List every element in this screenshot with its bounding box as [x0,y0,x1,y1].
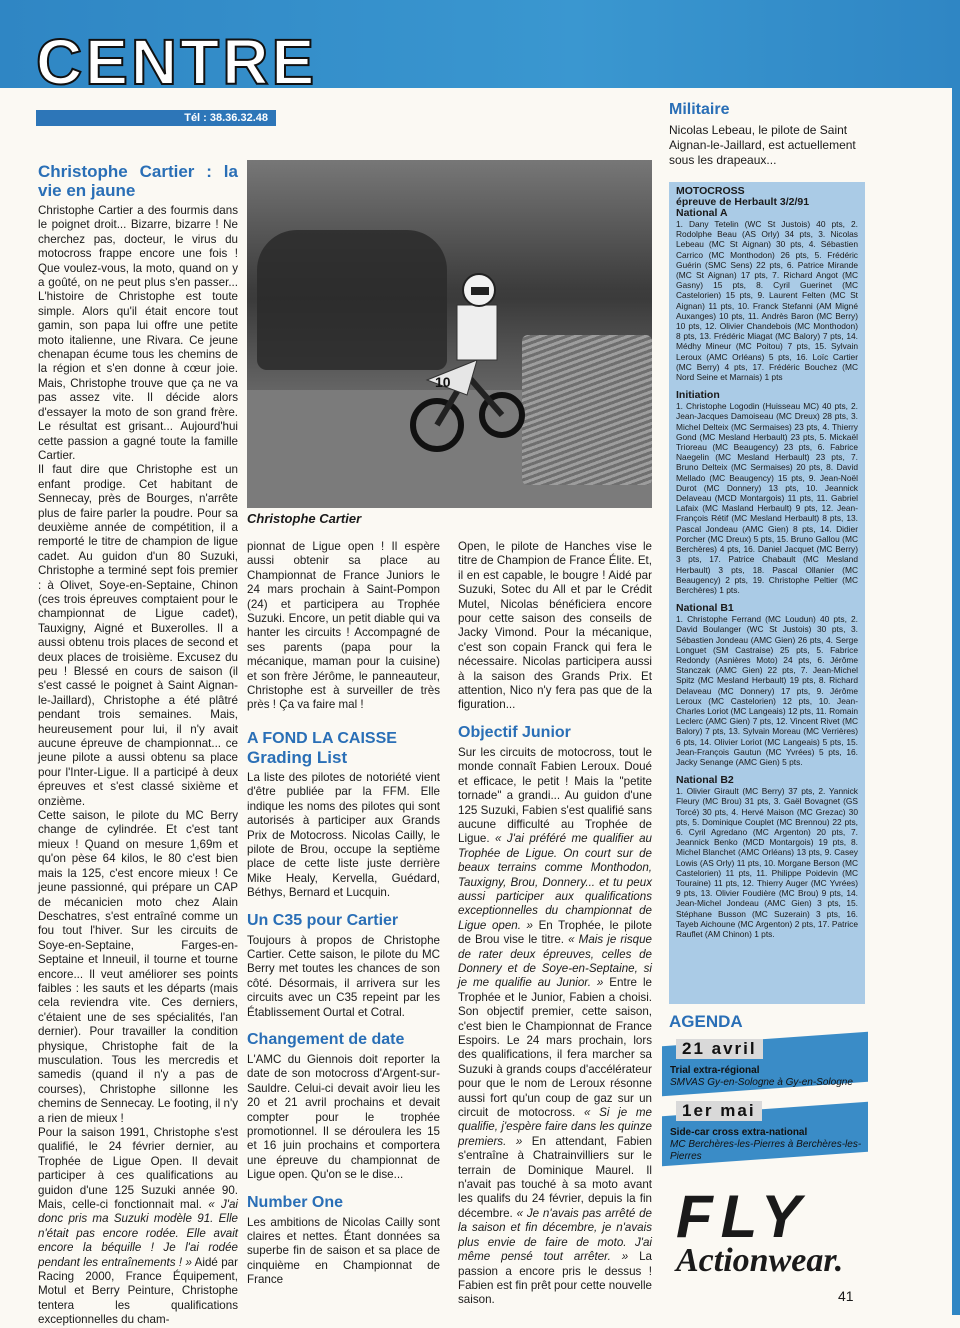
section-title-afond: A FOND LA CAISSE [247,729,397,747]
article-column-3 [458,540,652,1308]
section-title-junior: Objectif Junior [458,723,571,741]
article-paragraph: Cette saison, le pilote du MC Berry change de cylindrée. Et c'est tant mieux ! Quand on mesure 1,69m et qu'on pèse 64 kilos, le 80 c'est bien mais la 125, c'est encore mieux ! Ce jeune passionné, qui prépare un CAP de mécanicien moto chez Alain Deschatres, s'est entraîné comme un fou tout l'hiver. Sur les circuits de Soye-en-Septaine, Farges-en-Septaine et Inneuil, il tourne et tourne encore... Il veut améliorer ses points faibles : les sauts et les départs (mais cela reviendra vite. Ces derniers, c'étaient une de ses spécialités, l'an dernier). Pour travailler la condition physique, Christophe fait de la musculation. Tous les mercredis et samedis (quand il n'y a pas de courses), Christophe sillonne les chemins de Sennecay. Le footing, il n'y a rien de mieux ! [38,809,238,1125]
photo-caption: Christophe Cartier [247,511,362,526]
bike-number: 10 [435,374,451,390]
results-b2: 1. Olivier Girault (MC Berry) 37 pts, 2. Yannick Fleury (MC Brou) 31 pts, 3. Gaël Bovagnet (GS Torcé) 30 pts, 4. Hervé Maison (MC Grezac) 30 pts, 5. Dominique Couplet (MC Brennou) 22 pts, 6. Cyril Agredano (MC Argenton) 20 pts, 7. Jeannick Benko (MCD Montargois) 19 pts, 8. Michel Blanchet (AMC Orléans) 13 pts, 9. Casey Lowis (AS Orly) 11 pts, 10. Morgane Berson (MC Castelorien) 11 pts, 11. Philippe Poidevin (MC Touraine) 11 pts, 12. Thierry Auger (MC Yvrées) 9 pts, 13. Olivier Foudière (MC Brou) 9 pts, 14. Jean-Michel Jondeau (AMC Gien) 3 pts, 15. Stéphane Busson (MC Suzerain) 3 pts, 16. Tayeb Aichoune (MC Argenton) 2 pts, 17. Patrice Rauflet (AM Chinon) 1 pts. [676,786,858,939]
ad-logo: FLY [676,1183,809,1250]
section-text-afond: La liste des pilotes de notoriété vient d'être publiée par la FFM. Elle indique les noms des pilotes qui sont autorisés à participer aux Grands Prix de Motocross. Nicolas Cailly, le pilote de Brou, occupe la septième place de cette liste juste derrière Mike Healy, Kervella, Guédard, Béthys, Bernard et Lucquin. [247,770,440,900]
phone-number: Tél : 38.36.32.48 [36,110,276,126]
page-number: 41 [838,1288,854,1304]
section-text-numberone: Les ambitions de Nicolas Cailly sont claires et nettes. Étant données sa superbe fin de saison et sa place de cinquième en Championnat de France [247,1215,440,1287]
militaire-text: Nicolas Lebeau, le pilote de Saint Aignan-le-Jaillard, est actuellement sous les drapeaux... [669,123,856,167]
agenda-date: 21 avril [676,1039,763,1059]
article-paragraph: Pour la saison 1991, Christophe s'est qualifié, le 24 février dernier, au Trophée de Ligue Open. Il devait participer à ces qualifications au guidon d'une 125 Suzuki année 90. Mais, celle-ci fonctionnait mal. « J'ai donc pris ma Suzuki modèle 91. Elle n'était pas encore rodée. Elle avait encore la béquille ! Je l'ai rodée pendant les entraînements ! » Aidé par Racing 2000, France Équipement, Motul et Berry Peinture, Christophe tentera les qualifications exceptionnelles du cham- [38,1126,238,1327]
motocross-photo [247,160,652,508]
ad-tagline: Actionwear. [676,1242,844,1279]
results-subtitle: épreuve de Herbault 3/2/91 [676,196,810,208]
agenda-event: Side-car cross extra-national MC Berchères-les-Pierres à Berchères-les-Pierres [670,1127,862,1162]
article-title: Christophe Cartier : la vie en jaune [38,162,238,200]
agenda-box [662,1035,868,1185]
results-b2-title: National B2 [676,774,734,787]
hay-bale [522,335,652,485]
results-b1: 1. Christophe Ferrand (MC Loudun) 40 pts, 2. David Boulanger (WC St Justois) 30 pts, 3. Sébastien Jondeau (AMC Gien) 26 pts, 4. Serge Longuet (SM Castraise) 25 pts, 5. Fabrice Redondy (Asnières Moto) 24 pts, 6. Jérôme Stanczak (AMC Gien) 22 pts, 7. Jean-Michel Spitz (MC Mesland Herbault) 19 pts, 8. Richard Delaveau (MC Donnery) 17 pts, 9. Jérôme Leroux (MC Castelorien) 12 pts, 10. Jean-Charles Loriot (MC Langeais) 12 pts, 11. Romain Leclerc (AMC Gien) 7 pts, 12. Vincent Rivet (MC Balory) 7 pts, 13. Sylvain Moreau (MC Verrières) 6 pts, 14. Olivier Loriot (MC Langeais) 5 pts, 15. Jean-François Gautun (MC Yvrées) 5 pts, 16. Jacky Senange (AMC Gien) 5 pts. [676,614,858,767]
section-title-numberone: Number One [247,1193,344,1211]
section-title-c35: Un C35 pour Cartier [247,911,399,929]
section-text-date: L'AMC du Giennois doit reporter la date de son motocross d'Argent-sur-Sauldre. Celui-ci devait avoir lieu les 20 et 21 avril prochains et devait compter pour le trophée promotionnel. Il se déroulera les 15 et 16 juin prochains et comportera une épreuve du championnat de Ligue open. Qu'on se le dise... [247,1052,440,1182]
results-b1-title: National B1 [676,602,734,615]
results-box [669,182,865,1004]
section-text-junior: Sur les circuits de motocross, tout le monde connaît Fabien Leroux. Doué et efficace, le petit ! Mais la "petite tornade" a grandi... Au guidon d'une 125 Suzuki, Fabien s'est qualifié sans aucune difficulté au Trophée de Ligue. « J'ai préféré me qualifier au Trophée de Ligue. On court sur de beaux terrains comme Monthodon, Tauxigny, Brou, Donnery... et tu peux aussi participer aux qualifications exceptionnelles du championnat de Ligue open. » En Trophée, le pilote de Brou vise le titre. « Mais je risque de rater deux épreuves, celles de Donnery et de Soye-en-Septaine, si je me qualifie au Junior. » Entre le Trophée et le Junior, Fabien a choisi. Son objectif premier, cette saison, c'est bien le Championnat de France Espoirs. Le 24 mars prochain, lors des qualifications, il fera marcher sa Suzuki à grands coups d'accélérateur pour que le nom de Leroux résonne aussi fort qu'un coup de gaz sur un circuit de motocross. « Si je me qualifie, j'espère faire dans les quinze premiers. » En attendant, Fabien s'entraîne à Chatrainvilliers sur le terrain de Dominique Maurel. Il n'avait pas touché à sa moto avant les qualifs du 24 février, depuis la fin décembre. « Je n'avais pas arrêté de la saison et fin décembre, je n'avais plus envie de faire de moto. J'ai même pensé tout arrêter. » La passion a encore pris le dessus ! Fabien est fin prêt pour cette nouvelle saison. [458,745,652,1307]
rider-illustration [397,265,527,455]
article-column-2 [247,540,440,1288]
fly-actionwear-ad [676,1183,936,1279]
article-paragraph: Il faut dire que Christophe est un enfant prodige. Cet habitant de Sennecay, près de Bourges, n'arrête plus de faire parler la poudre. Pour sa deuxième année de compétition, il a remporté le titre de champion de ligue cadet. Au guidon d'un 80 Suzuki, Christophe a terminé sept fois premier : à Olivet, Soye-en-Septaine, Chinon (ces trois épreuves comptaient pour le championnat de Ligue cadet), Tauxigny, Aigné et Buxerolles. Il a aussi obtenu trois places de second et deux places de troisième. Excusez du peu ! Blessé en cours de saison (il s'est cassé le poignet à Saint Aignan-le-Jaillard), Christophe a été plâtré pendant trois semaines. Mais, heureusement pour lui, il n'y avait aucune épreuve de championnat... ce jeune pilote a aussi obtenu sa place pour l'Inter-Ligue. Il a participé à deux épreuves et s'est classé sixième et onzième. [38,463,238,808]
militaire-box [669,100,865,168]
agenda-title: AGENDA [669,1012,743,1031]
section-subtitle-grading: Grading List [247,747,348,767]
results-title: MOTOCROSS [676,185,745,197]
results-initiation: 1. Christophe Logodin (Huisseau MC) 40 pts, 2. Jean-Jacques Damoiseau (MC Dreux) 28 pts, 3. Michel Delteix (MC Sermaises) 23 pts, 4. Thierry Gond (MC Mesland Herbault) 23 pts, 5. Mickaël Trioreau (MC Beaugency) 23 pts, 6. Fabrice Naegelin (MC Mesland Herbault) 23 pts, 7. Bruno Delteix (MC Sermaises) 20 pts, 8. David Mellado (MC Beaugency) 15 pts, 9. Jean-Noël Durot (MC Donnery) 13 pts, 10. Jeannick Delaveau (MCD Montargois) 11 pts, 11. Gabriel Lafaix (MC Masland Herbault) 9 pts, 12. Jean-François Rétif (MC Mesland Herbault) 8 pts, 13. Pascal Jondeau (AMC Gien) 8 pts, 14. Didier Porcher (MC Dreux) 5 pts, 15. Bruno Gallou (MC Berchères) 4 pts, 16. Daniel Jacquet (MC Berry) 3 pts, 17. Patrice Chabault (MC Mesland Herbault) 3 pts, 18. Pascal Ollanier (MC Beaugency) 2 pts, 19. Christophe Peltier (MC Berchères) 1 pts. [676,401,858,595]
results-initiation-title: Initiation [676,389,720,402]
agenda-event: Trial extra-régional SMVAS Gy-en-Sologne à Gy-en-Sologne [670,1065,853,1088]
section-title-date: Changement de date [247,1030,405,1048]
results-national-a-title: National A [676,207,728,219]
article-column-1 [38,162,238,1328]
militaire-title: Militaire [669,101,730,118]
section-text-c35: Toujours à propos de Christophe Cartier. Cette saison, le pilote du MC Berry met toutes les chances de son côté. Désormais, il arrivera sur les circuits avec un C35 repeint par les Établissement Ourtal et Cotral. [247,933,440,1019]
article-paragraph: Christophe Cartier a des fourmis dans le poignet droit... Bizarre, bizarre ! Ne cherchez pas, docteur, le virus du motocross frappe encore une fois ! Que voulez-vous, la moto, quand on y a goûté, on ne peut plus s'en passer... L'histoire de Christophe est toute simple. Alors qu'il était encore tout gamin, son papa lui offre une petite moto italienne, une Rivara. Ce jeune chenapan écume tous les chemins de la région et s'en donne à cœur joie. Mais, Christophe trouve que ça ne va pas assez vite. Il décide alors d'essayer la moto de son grand frère. Le résultat est grisant... Aujourd'hui cette passion a gagné toute la famille Cartier. [38,204,238,462]
numberone-continuation: Open, le pilote de Hanches vise le titre de Champion de France Élite. Et, il en est capable, le bougre ! Aidé par Suzuki, Sotec du All et par le Crédit Mutel, Nicolas bénéficiera encore pour cette saison des conseils de Jacky Vimond. Pour la mécanique, c'est son copain Franck qui fera le nécessaire. Nicolas participera aussi à la saison des Grands Prix. Et attention, Nico n'y fera pas que de la figuration... [458,540,652,712]
agenda-date: 1er mai [676,1101,762,1121]
article-continuation: pionnat de Ligue open ! Il espère aussi obtenir sa place au Championnat de France Juniors le 24 mars prochain à Saint-Pompon (24) et participera au Trophée Suzuki. Encore, un petit diable qui va hanter les circuits ! Accompagné de ses parents (papa pour la mécanique, maman pour la cuisine) et son frère Jérôme, le panneauteur, Christophe est à surveiller de très près ! Ça va faire mal ! [247,540,440,712]
right-color-strip [952,88,960,1315]
page-title: CENTRE [36,26,318,98]
results-national-a: 1. Dany Tetelin (WC St Justois) 40 pts, 2. Rodolphe Beau (AS Orly) 34 pts, 3. Nicolas Lebeau (MC St Aignan) 30 pts, 4. Sébastien Carrico (MC Monthodon) 26 pts, 5. Frédéric Guérin (SMC Sens) 22 pts, 6. Patrice Mirande (MC St Aignan) 17 pts, 7. Richard Angot (MC Gasny) 15 pts, 8. Cyril Guerinet (MC Castelorien) 15 pts, 9. Laurent Felten (MC St Aignan) 11 pts, 10. Franck Stefanni (AM Migné Auxanges) 10 pts, 11. Andrès Baron (MC Berry) 10 pts, 12. Olivier Chandebois (MC Monthodon) 8 pts, 13. Frédéric Miagat (MC Balory) 7 pts, 14. Médhy Mineur (MC Poitou) 7 pts, 15. Sylvain Leroux (AMC Orléans) 5 pts, 16. Loïc Cartier (MC Berry) 4 pts, 17. Frédéric Bouchez (MC Nord Seine et Marnais) 1 pts [676,219,858,383]
